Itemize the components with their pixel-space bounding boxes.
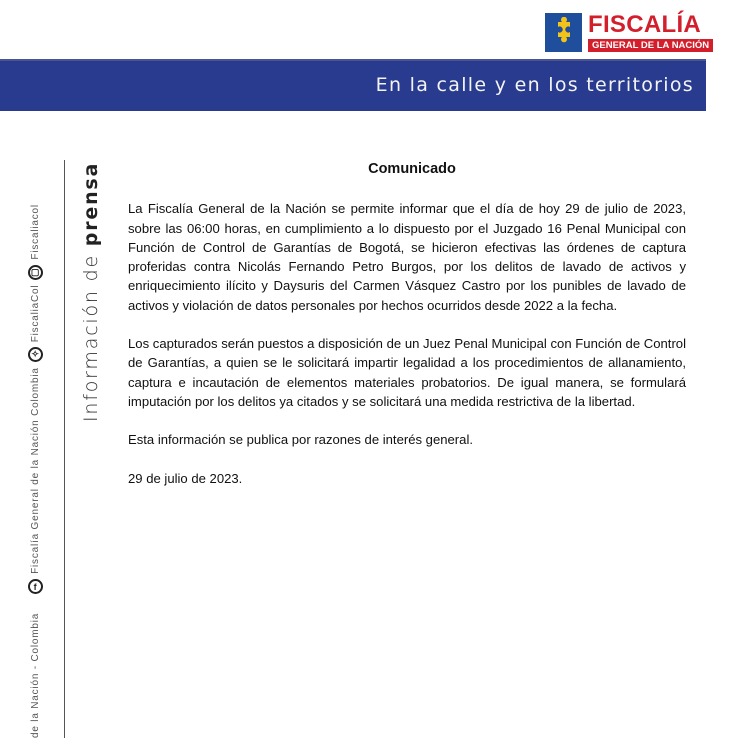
paragraph-2: Los capturados serán puestos a disposición de un Juez Penal Municipal con Función de Control de Garantías, a quien se le solicitará impartir legalidad a los procedimientos de allanamiento, captura e incautación de elementos materiales probatorios. De igual manera, se formulará imputación por los delitos ya citados y se solicitará una medida restrictiva de la libertad.	[128, 336, 686, 409]
instagram-handle[interactable]: Fiscaliacol	[29, 204, 41, 260]
instagram-icon[interactable]: ▢	[28, 265, 43, 280]
facebook-handle[interactable]: Fiscalía General de la Nación Colombia	[29, 367, 41, 574]
banner-slogan: En la calle y en los territorios	[375, 74, 694, 96]
slogan-banner	[0, 59, 706, 111]
social-media-strip	[26, 204, 44, 738]
section-label	[80, 162, 102, 422]
document-title: Comunicado	[368, 161, 456, 177]
paragraph-3: Esta información se publica por razones de interés general.	[128, 432, 473, 448]
facebook-icon[interactable]: f	[28, 579, 43, 594]
section-label-light: Información de	[80, 246, 102, 422]
logo-subtitle: GENERAL DE LA NACIÓN	[588, 39, 713, 52]
section-label-bold: prensa	[80, 161, 102, 247]
logo-title: FISCALÍA	[588, 10, 702, 38]
fiscalia-logo	[545, 12, 713, 52]
org-name-text: de la Nación - Colombia	[29, 612, 41, 738]
sidebar-divider	[64, 160, 65, 738]
puzzle-piece-icon	[545, 13, 582, 52]
twitter-icon[interactable]: ✧	[28, 347, 43, 362]
document-date: 29 de julio de 2023.	[128, 470, 243, 486]
twitter-handle[interactable]: FiscaliaCol	[29, 284, 41, 343]
paragraph-1: La Fiscalía General de la Nación se permite informar que el día de hoy 29 de julio de 2023, sobre las 06:00 horas, en cumplimiento a lo dispuesto por el Juzgado 16 Penal Municipal con Función de Control de Garantías de Bogotá, se hicieron efectivas las órdenes de captura proferidas contra Nicolás Fernando Petro Burgos, por los delitos de lavado de activos y enriquecimiento ilícito y Daysuris del Carmen Vásquez Castro por los punibles de lavado de activos y violación de datos personales por hechos ocurridos desde 2022 a la fecha.	[128, 201, 686, 313]
press-release	[128, 160, 686, 507]
